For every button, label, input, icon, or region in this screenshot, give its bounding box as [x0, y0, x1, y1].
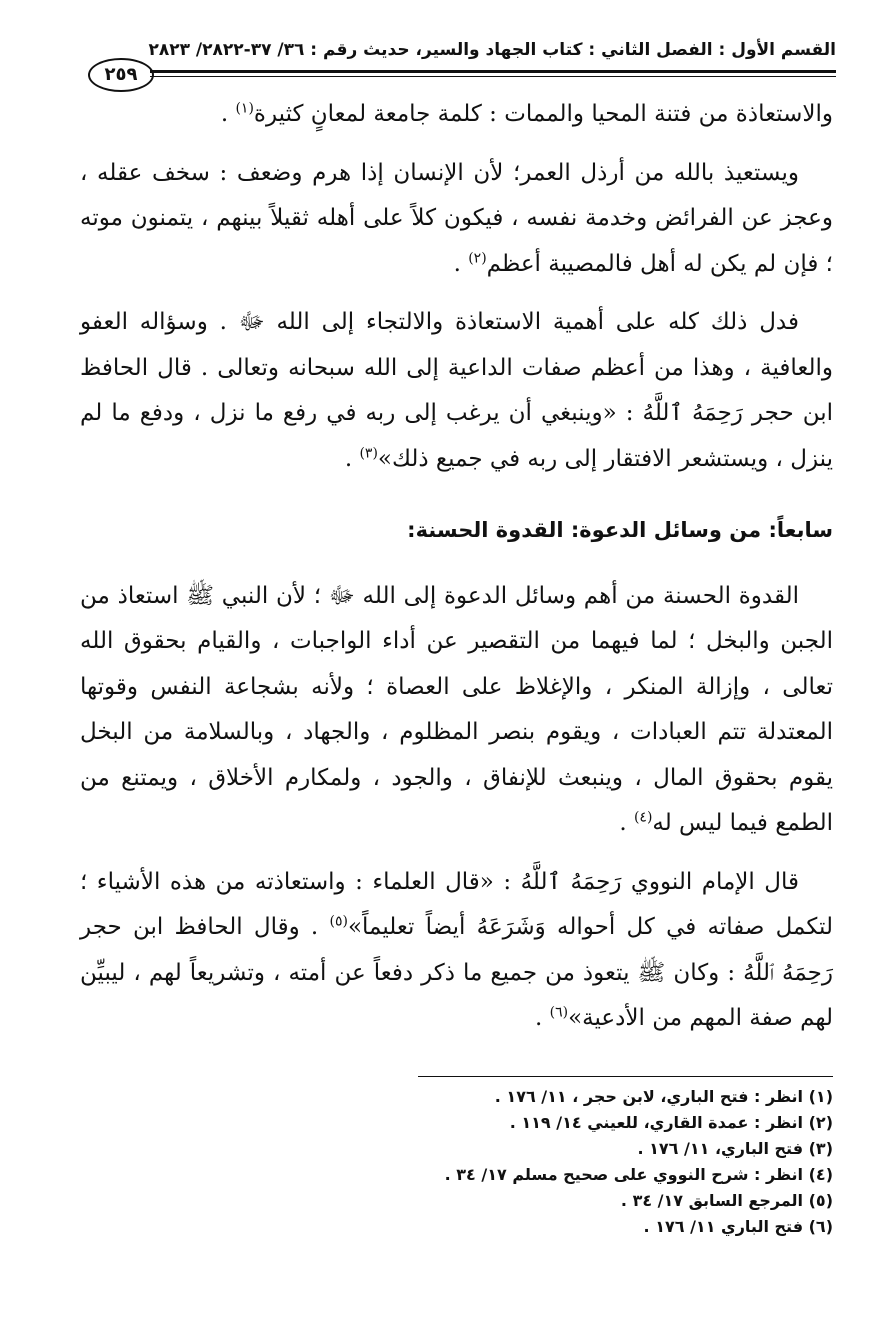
paragraph: ويستعيذ بالله من أرذل العمر؛ لأن الإنسان إذا هرم وضعف : سخف عقله ، وعجز عن الفرائض وخدمة نفسه ، فيكون كلاً على أهله ثقيلاً بينهم ، يتمنون موته ؛ فإن لم يكن له أهل فالمصيبة أعظم$^{(٢)}$ . — [80, 159, 833, 277]
section-heading: سابعاً: من وسائل الدعوة: القدوة الحسنة: — [407, 518, 833, 542]
footnote: (٤) انظر : شرح النووي على صحيح مسلم ١٧/ ٣٤ . — [444, 1165, 833, 1184]
footnote: (٦) فتح الباري ١١/ ١٧٦ . — [643, 1217, 833, 1236]
footnote: (١) انظر : فتح الباري، لابن حجر ، ١١/ ١٧٦ . — [494, 1087, 833, 1106]
paragraph: فدل ذلك كله على أهمية الاستعاذة والالتجاء إلى الله ﷻ . وسؤاله العفو والعافية ، وهذا من أعظم صفات الداعية إلى الله سبحانه وتعالى . قال الحافظ ابن حجر رَحِمَهُ ٱللَّهُ : «وينبغي أن يرغب إلى ربه في رفع ما نزل ، ودفع ما لم ينزل ، ويستشعر الافتقار إلى ربه في جميع ذلك»$^{(٣)}$ . — [80, 309, 833, 472]
paragraph: القدوة الحسنة من أهم وسائل الدعوة إلى الله ﷻ ؛ لأن النبي ﷺ استعاذ من الجبن والبخل ؛ لما فيهما من التقصير عن أداء الواجبات ، والقيام بحقوق الله تعالى ، وإزالة المنكر ، والإغلاظ على العصاة ؛ ولأنه بشجاعة النفس وقوتها المعتدلة تتم العبادات ، ويقوم بنصر المظلوم ، والجهاد ، وبالسلامة من البخل يقوم بحقوق المال ، وينبعث للإنفاق ، والجود ، ولمكارم الأخلاق ، ويمتنع من الطمع فيما ليس له$^{(٤)}$ . — [80, 582, 833, 836]
page-number: ٢٥٩ — [88, 58, 154, 92]
footnote-marker: (٤) — [633, 809, 653, 826]
footnote-marker: (١) — [235, 100, 254, 117]
footnote-marker: (٣) — [359, 444, 378, 461]
header-rule — [150, 70, 836, 77]
footnote-marker: (٥) — [329, 913, 348, 930]
footnote: (٥) المرجع السابق ١٧/ ٣٤ . — [620, 1191, 833, 1210]
footnote-marker: (٢) — [468, 249, 487, 266]
footnote-marker: (٦) — [549, 1004, 569, 1021]
footnote: (٣) فتح الباري، ١١/ ١٧٦ . — [637, 1139, 833, 1158]
running-header: القسم الأول : الفصل الثاني : كتاب الجهاد والسير، حديث رقم : ٣٦/ ٣٧-٢٨٢٢/ ٢٨٢٣ — [148, 40, 836, 60]
paragraph: والاستعاذة من فتنة المحيا والممات : كلمة جامعة لمعانٍ كثيرة$^{(١)}$ . — [220, 100, 833, 127]
main-text — [80, 92, 833, 1042]
footnotes — [233, 1084, 833, 1240]
paragraph: قال الإمام النووي رَحِمَهُ ٱللَّهُ : «قال العلماء : واستعاذته من هذه الأشياء ؛ لتكمل صفاته في كل أحواله وَشَرَعَهُ أيضاً تعليماً»$^{(٥)}$ . وقال الحافظ ابن حجر رَحِمَهُ ٱللَّهُ : وكان ﷺ يتعوذ من جميع ما ذكر دفعاً عن أمته ، وتشريعاً لهم ، ليبيِّن لهم صفة المهم من الأدعية»$^{(٦)}$ . — [80, 868, 833, 1031]
footnote-separator — [418, 1076, 833, 1077]
footnote: (٢) انظر : عمدة القاري، للعيني ١٤/ ١١٩ . — [509, 1113, 833, 1132]
